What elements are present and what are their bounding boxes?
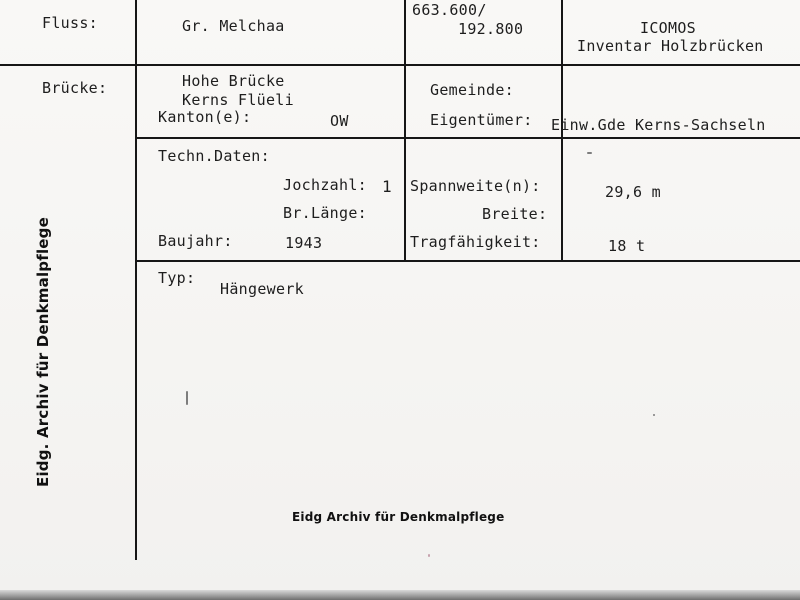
scan-speck [653,414,655,416]
coordinate-line-1: 663.600/ [412,1,487,19]
rule-left-vertical [135,0,137,560]
rule-row-3 [135,260,800,262]
jochzahl-label: Jochzahl: [283,176,367,194]
archive-stamp-footer: Eidg Archiv für Denkmalpflege [292,510,505,524]
bruecke-label: Brücke: [42,79,108,97]
fluss-value: Gr. Melchaa [182,17,285,35]
baujahr-value: 1943 [285,234,323,252]
rule-row-2 [135,137,800,139]
breite-label: Breite: [482,205,548,223]
tragfaehigkeit-label: Tragfähigkeit: [410,233,541,251]
rule-row-1 [0,64,800,66]
typ-label: Typ: [158,269,196,287]
organisation-line-1: ICOMOS [640,19,696,37]
baujahr-label: Baujahr: [158,232,233,250]
tragfaehigkeit-value: 18 t [608,237,646,255]
rule-mid-vertical [404,0,406,262]
scan-speck [428,554,430,557]
eigentuemer-label: Eigentümer: [430,111,533,129]
techn-daten-title: Techn.Daten: [158,147,270,165]
typ-value: Hängewerk [220,280,304,298]
jochzahl-value: 1 [382,177,392,196]
eigentuemer-value: Einw.Gde Kerns-Sachseln [551,116,766,134]
scan-speck [186,391,188,405]
scan-speck [587,152,592,154]
bridge-name-line-2: Kerns Flüeli [182,91,294,109]
kanton-label: Kanton(e): [158,108,252,126]
organisation-line-2: Inventar Holzbrücken [577,37,764,55]
spannweite-value: 29,6 m [605,183,661,201]
scan-bottom-edge [0,590,800,600]
gemeinde-label: Gemeinde: [430,81,514,99]
archive-stamp-vertical: Eidg. Archiv für Denkmalpflege [34,217,52,487]
coordinate-line-2: 192.800 [458,20,524,38]
spannweite-label: Spannweite(n): [410,177,541,195]
br-laenge-label: Br.Länge: [283,204,367,222]
kanton-value: OW [330,112,349,130]
bridge-name-line-1: Hohe Brücke [182,72,285,90]
fluss-label: Fluss: [42,14,98,32]
